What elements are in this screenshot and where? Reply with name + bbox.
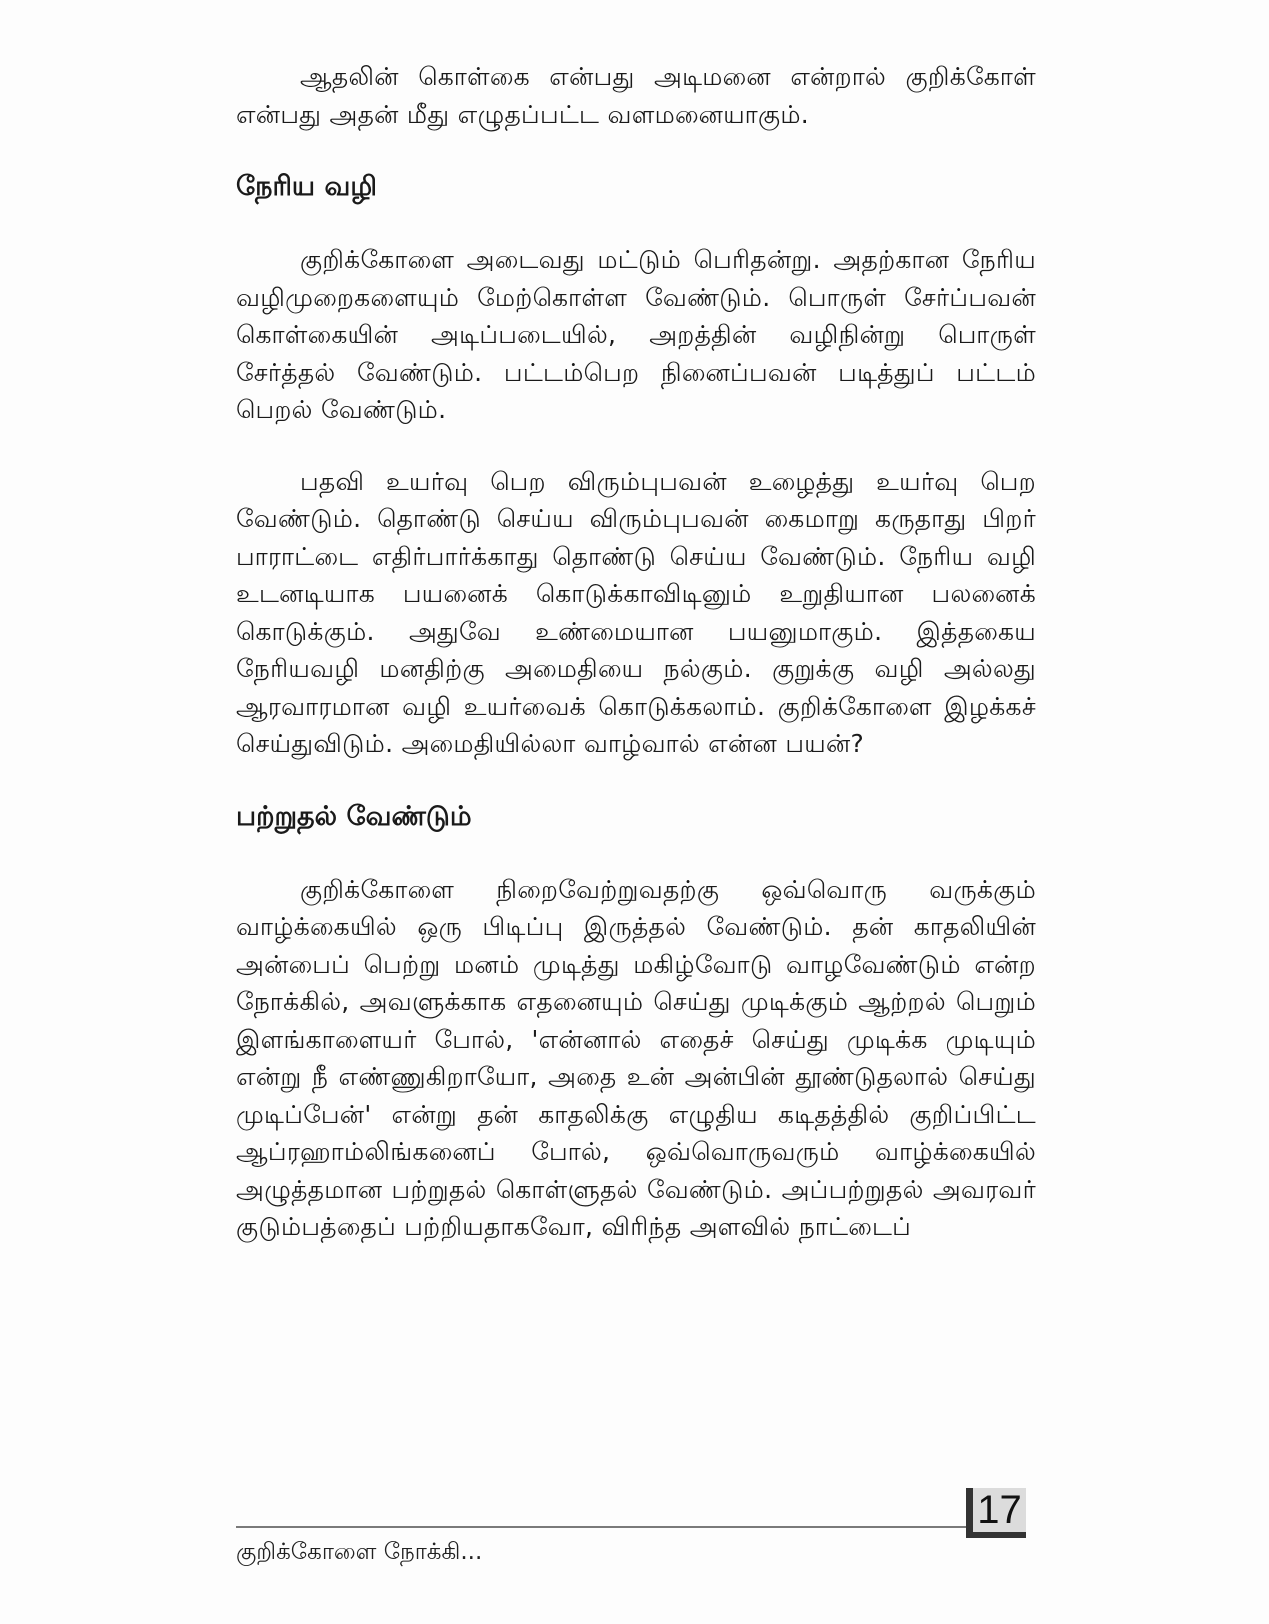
section-heading-neriya-vazhi: நேரிய வழி (236, 171, 377, 202)
section2-paragraph-1: குறிக்கோளை நிறைவேற்றுவதற்கு ஒவ்வொரு வருக்கும் வாழ்க்கையில் ஒரு பிடிப்பு இருத்தல் வேண்டும். தன் காதலியின் அன்பைப் பெற்று மனம் முடித்து மகிழ்வோடு வாழவேண்டும் என்ற நோக்கில், அவளுக்காக எதனையும் செய்து முடிக்கும் ஆற்றல் பெறும் இளங்காளையர் போல், 'என்னால் எதைச் செய்து முடிக்க முடியும் என்று நீ எண்ணுகிறாயோ, அதை உன் அன்பின் தூண்டுதலால் செய்து முடிப்பேன்' என்று தன் காதலிக்கு எழுதிய கடிதத்தில் குறிப்பிட்ட ஆப்ரஹாம்லிங்கனைப் போல், ஒவ்வொருவரும் வாழ்க்கையில் அழுத்தமான பற்றுதல் கொள்ளுதல் வேண்டும். அப்பற்றுதல் அவரவர் குடும்பத்தைப் பற்றியதாகவோ, விரிந்த அளவில் நாட்டைப் (236, 874, 1036, 1241)
page-number-badge (966, 1488, 1026, 1538)
section1-paragraph-1: குறிக்கோளை அடைவது மட்டும் பெரிதன்று. அதற்கான நேரிய வழிமுறைகளையும் மேற்கொள்ள வேண்டும். பொருள் சேர்ப்பவன் கொள்கையின் அடிப்படையில், அறத்தின் வழிநின்று பொருள் சேர்த்தல் வேண்டும். பட்டம்பெற நினைப்பவன் படித்துப் பட்டம் பெறல் வேண்டும். (236, 245, 1036, 424)
page-content (236, 58, 1036, 1280)
footer-rule (236, 1526, 971, 1528)
intro-paragraph: ஆதலின் கொள்கை என்பது அடிமனை என்றால் குறிக்கோள் என்பது அதன் மீது எழுதப்பட்ட வளமனையாகும். (236, 62, 1036, 129)
section1-paragraph-2: பதவி உயர்வு பெற விரும்புபவன் உழைத்து உயர்வு பெற வேண்டும். தொண்டு செய்ய விரும்புபவன் கைமாறு கருதாது பிறர் பாராட்டை எதிர்பார்க்காது தொண்டு செய்ய வேண்டும். நேரிய வழி உடனடியாக பயனைக் கொடுக்காவிடினும் உறுதியான பலனைக் கொடுக்கும். அதுவே உண்மையான பயனுமாகும். இத்தகைய நேரியவழி மனதிற்கு அமைதியை நல்கும். குறுக்கு வழி அல்லது ஆரவாரமான வழி உயர்வைக் கொடுக்கலாம். குறிக்கோளை இழக்கச் செய்துவிடும். அமைதியில்லா வாழ்வால் என்ன பயன்? (236, 466, 1036, 758)
page-number: 17 (977, 1488, 1022, 1532)
footer-book-title: குறிக்கோளை நோக்கி... (236, 1539, 483, 1565)
section-heading-patruthal-vendum: பற்றுதல் வேண்டும் (236, 800, 472, 832)
